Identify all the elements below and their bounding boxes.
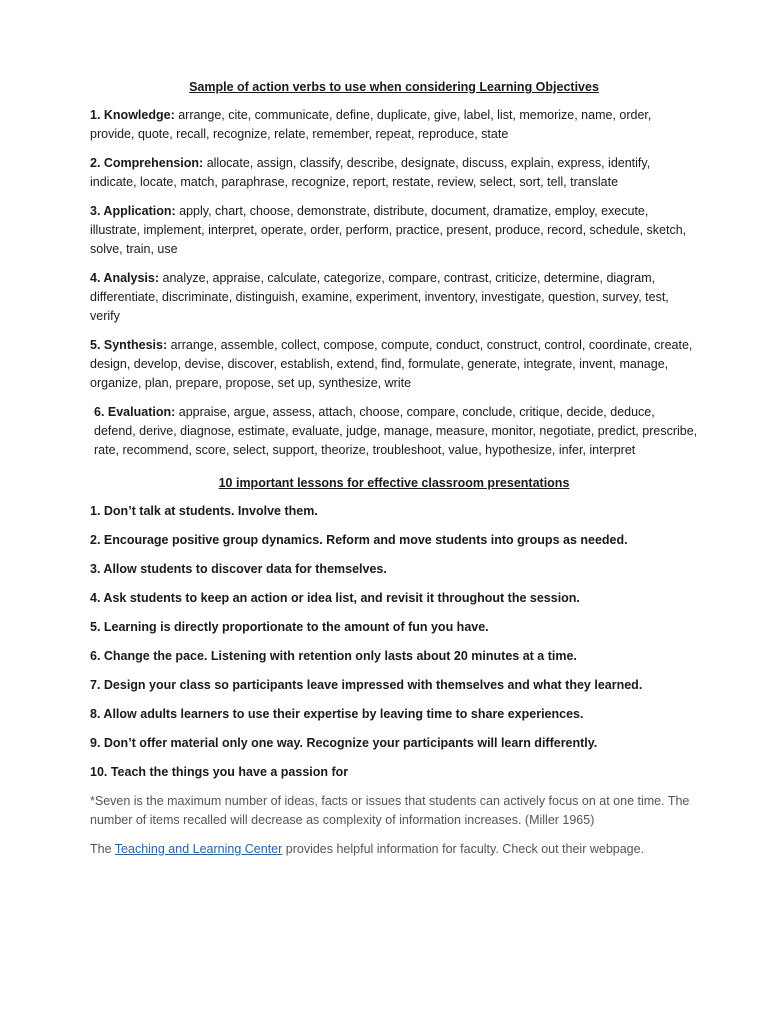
comprehension-term: 2. Comprehension: — [90, 156, 204, 170]
evaluation-verbs: appraise, argue, assess, attach, choose, compare, conclude, critique, decide, deduce, defend, derive, diagnose, estimate, evaluate, judge, manage, measure, monitor, negotiate, predict, prescribe, rate, recommend, score, select, support, theorize, troubleshoot, value, hypothesize, infer, interpret — [94, 405, 698, 457]
synthesis-term: 5. Synthesis: — [90, 338, 168, 352]
lesson-item: 6. Change the pace. Listening with retention only lasts about 20 minutes at a time. — [90, 649, 577, 663]
knowledge-paragraph — [90, 106, 698, 144]
teaching-learning-center-link[interactable]: Teaching and Learning Center — [114, 842, 283, 856]
footer-suffix: provides helpful information for faculty. Check out their webpage. — [282, 842, 645, 856]
lesson-item: 4. Ask students to keep an action or idea list, and revisit it throughout the session. — [90, 591, 580, 605]
footer-line — [90, 840, 698, 859]
comprehension-paragraph — [90, 154, 698, 192]
evaluation-paragraph — [90, 403, 698, 460]
comprehension-verbs: allocate, assign, classify, describe, designate, discuss, explain, express, identify, indicate, locate, match, paraphrase, recognize, report, restate, review, select, sort, tell, translate — [90, 156, 651, 189]
knowledge-term: 1. Knowledge: — [90, 108, 175, 122]
synthesis-paragraph — [90, 336, 698, 393]
synthesis-verbs: arrange, assemble, collect, compose, compute, conduct, construct, control, coordinate, create, design, develop, devise, discover, establish, extend, find, formulate, generate, integrate, invent, manage, organize, plan, prepare, propose, set up, synthesize, write — [90, 338, 693, 390]
application-term: 3. Application: — [90, 204, 176, 218]
application-verbs: apply, chart, choose, demonstrate, distribute, document, dramatize, employ, execute, illustrate, implement, interpret, operate, order, perform, practice, present, produce, record, schedule, sketch, solve, train, use — [90, 204, 687, 256]
lesson-item: 5. Learning is directly proportionate to the amount of fun you have. — [90, 620, 489, 634]
lesson-item: 3. Allow students to discover data for themselves. — [90, 562, 387, 576]
lesson-item: 9. Don’t offer material only one way. Recognize your participants will learn differently. — [90, 736, 598, 750]
lessons-heading: 10 important lessons for effective classroom presentations — [218, 476, 570, 490]
lesson-item: 10. Teach the things you have a passion for — [90, 765, 349, 779]
footer-prefix: The — [90, 842, 115, 856]
analysis-paragraph — [90, 269, 698, 326]
knowledge-verbs: arrange, cite, communicate, define, duplicate, give, label, list, memorize, name, order, provide, quote, recall, recognize, relate, remember, repeat, reproduce, state — [90, 108, 652, 141]
analysis-verbs: analyze, appraise, calculate, categorize, compare, contrast, criticize, determine, diagram, differentiate, discriminate, distinguish, examine, experiment, inventory, investigate, question, survey, test, verify — [90, 271, 669, 323]
lesson-item: 7. Design your class so participants leave impressed with themselves and what they learned. — [90, 678, 643, 692]
lesson-item: 1. Don’t talk at students. Involve them. — [90, 504, 318, 518]
application-paragraph — [90, 202, 698, 259]
analysis-term: 4. Analysis: — [90, 271, 160, 285]
lesson-item: 2. Encourage positive group dynamics. Reform and move students into groups as needed. — [90, 533, 628, 547]
action-verbs-heading: Sample of action verbs to use when considering Learning Objectives — [189, 80, 599, 94]
miller-footnote: *Seven is the maximum number of ideas, facts or issues that students can actively focus on at one time. The number of items recalled will decrease as complexity of information increases. (Miller 1965) — [90, 794, 690, 827]
lesson-item: 8. Allow adults learners to use their expertise by leaving time to share experiences. — [90, 707, 584, 721]
evaluation-term: 6. Evaluation: — [94, 405, 176, 419]
